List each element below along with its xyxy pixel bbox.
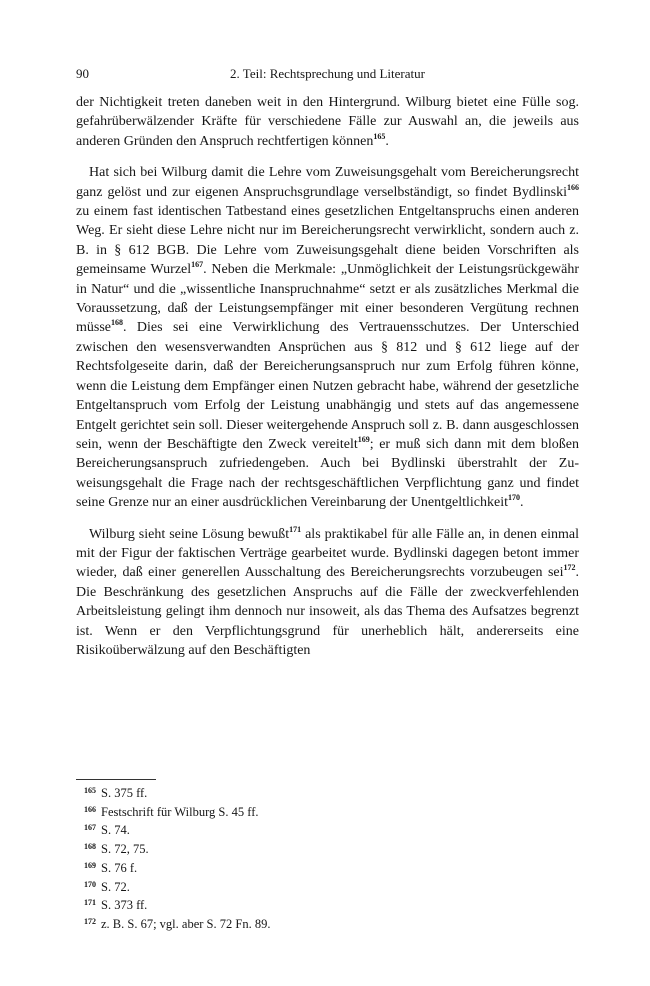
paragraph — [76, 525, 579, 661]
footnote-reference: 170 — [508, 493, 521, 503]
footnote-text: Festschrift für Wilburg S. 45 ff. — [101, 804, 259, 819]
text-run: als praktikabel für alle Fälle an, in denen einmal mit der Figur der faktischen Verträge gearbeitet wurde. Bydlinski dagegen betont immer wieder, daß einer generellen Ausschaltung des Bereicherungsrechts vorzubeugen sei — [76, 526, 579, 581]
footnote — [84, 895, 564, 914]
footnote-text: z. B. S. 67; vgl. aber S. 72 Fn. 89. — [101, 916, 271, 931]
footnote-reference: 171 — [289, 524, 302, 534]
footnote-reference: 166 — [567, 182, 579, 192]
text-run: . Neben die Merkmale: „Unmöglichkeit der Leistungsrückgewähr in Natur“ und die „wissentliche Inanspruchnahme“ setzt er als zusätzliches Merkmal die Voraussetzung, daß der Leistungsempfänger mit einer besonderen Vergütung rechnen müsse — [76, 262, 579, 336]
text-run: ; er muß sich dann mit dem bloßen Bereicherungsanspruch zufriedengeben. Auch bei Bydlinski überstrahlt der Zuweisungsgehalt die Frage nach der rechtsgeschäftlichen Verpflichtung ganz und findet seine Grenze nur an einer ausdrücklichen Vereinbarung der Unentgeltlichkeit — [76, 436, 579, 511]
footnote-text: S. 74. — [101, 823, 130, 838]
text-run: Hat sich bei Wilburg damit die Lehre vom Zuweisungsgehalt vom Bereicherungsrecht ganz gelöst und zur eigenen Anspruchsgrundlage verselbständigt, so findet Bydlinski — [76, 165, 579, 200]
footnote-number: 168 — [84, 842, 96, 852]
footnote-number: 167 — [84, 823, 96, 833]
text-run: Wilburg sieht seine Lösung bewußt — [89, 526, 290, 542]
footnotes — [84, 783, 564, 933]
footnote-number: 171 — [84, 898, 96, 908]
text-run: . Dies sei eine Verwirklichung des Vertrauensschutzes. Der Unterschied zwischen den wesensverwandten Ansprüchen aus § 812 und § 612 liege auf der Rechtsfolgeseite darin, daß der Bereicherungsanspruch nur zum Erfolg führen könne, wenn die Leistung dem Empfänger einen Nutzen gebracht habe, während der gesetzliche Entgeltanspruch vom Erfolg der Leistung unabhängig und stets auf das angemessene Entgelt gerichtet sein soll. Dieser weitergehende Anspruch soll z. B. dann ausgeschlossen sein, wenn der Beschäftigte den Zweck vereitelt — [76, 320, 579, 452]
footnote-separator — [76, 779, 156, 780]
footnote-number: 170 — [84, 879, 96, 889]
footnote — [84, 877, 564, 896]
footnote-number: 166 — [84, 804, 96, 814]
footnote — [84, 858, 564, 877]
page-header — [76, 66, 579, 86]
footnote-reference: 168 — [111, 318, 123, 328]
footnote-number: 172 — [84, 916, 96, 926]
footnote-reference: 169 — [357, 434, 370, 444]
text-run: zu einem fast identischen Tatbestand eines gesetzlichen Entgeltanspruchs einen anderen Weg. Er sieht diese Lehre nicht nur im Bereicherungsrecht verwirklicht, sondern auch z. B. in § 612 BGB. Die Lehre vom Zuweisungsgehalt diene beiden Vorschriften als gemeinsame Wurzel — [76, 204, 579, 278]
running-head: 2. Teil: Rechtsprechung und Literatur — [230, 66, 425, 81]
footnote-text: S. 375 ff. — [101, 786, 148, 800]
footnote-reference: 172 — [563, 563, 576, 573]
footnote-text: S. 76 f. — [101, 860, 138, 875]
text-run: . — [520, 495, 524, 511]
footnote — [84, 839, 564, 858]
text-run: . Die Beschränkung des gesetzlichen Anspruchs auf die Fälle der zweckverfehlenden Arbeitsleistung gelingt ihm dennoch nur insoweit, als das Thema des Aufsatzes begrenzt ist. Wenn er den Verpflichtungsgrund für unerheblich hält, andererseits eine Risikoüberwälzung auf den Beschäftigten — [76, 565, 579, 658]
footnote-text: S. 72, 75. — [101, 842, 149, 857]
page-number: 90 — [76, 66, 89, 81]
footnote-number: 165 — [84, 786, 96, 795]
paragraph — [76, 163, 579, 512]
text-run: der Nichtigkeit treten daneben weit in den Hintergrund. Wilburg bietet eine Fülle sog. gefahrüberwälzender Kräfte für verschiedene Fälle zur Auswahl an, die jeweils aus anderen Gründen den Anspruch rechtfertigen können — [76, 95, 579, 149]
footnote-reference: 167 — [191, 260, 204, 270]
footnote — [84, 802, 564, 821]
footnote-number: 169 — [84, 860, 96, 870]
footnote-text: S. 373 ff. — [101, 898, 148, 913]
footnote-reference: 165 — [373, 131, 386, 141]
paragraph — [76, 93, 579, 151]
footnote — [84, 914, 564, 933]
footnote — [84, 783, 564, 802]
text-run: . — [385, 133, 389, 149]
body-text — [76, 93, 579, 660]
footnote-text: S. 72. — [101, 879, 130, 894]
footnote — [84, 820, 564, 839]
